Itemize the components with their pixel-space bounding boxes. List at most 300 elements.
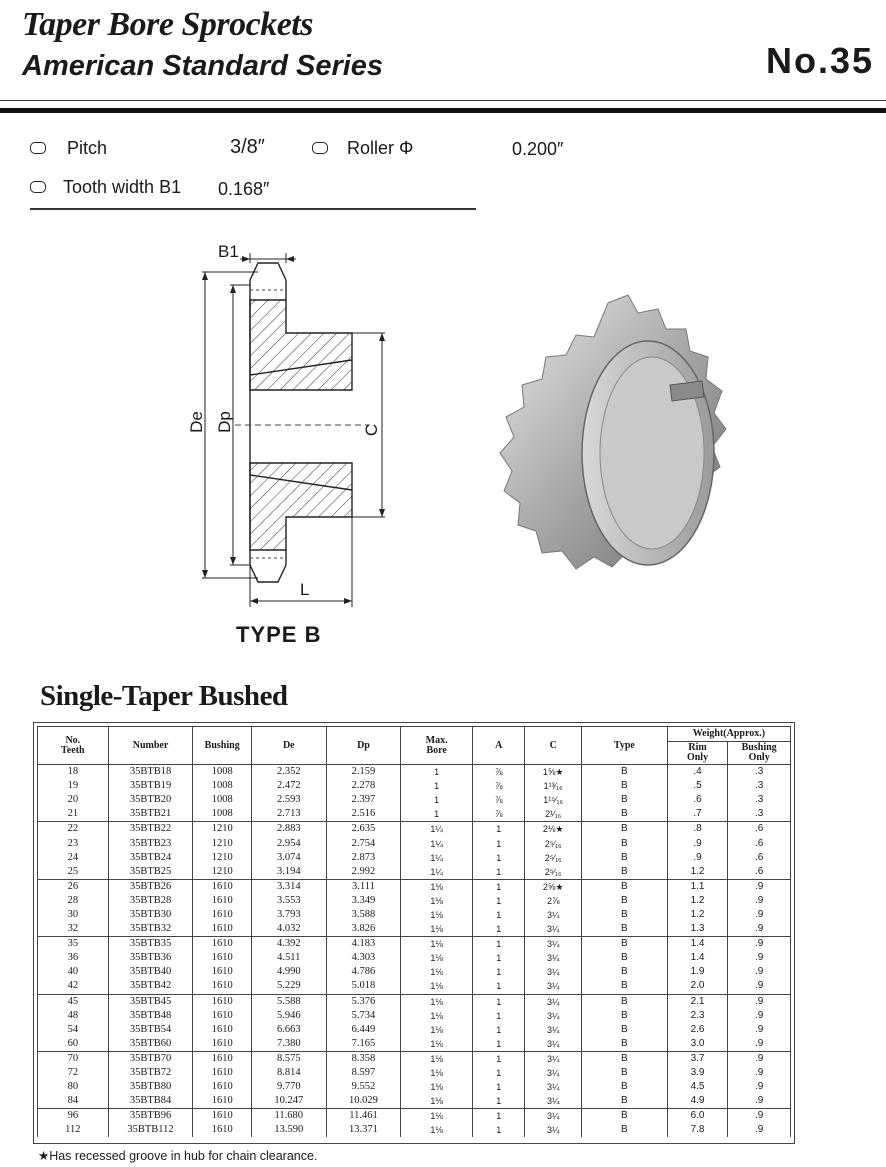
- table-cell: 3.9: [667, 1066, 728, 1080]
- table-cell: B: [581, 951, 667, 965]
- table-cell: 5.588: [251, 994, 326, 1009]
- table-cell: 2.883: [251, 822, 326, 837]
- table-cell: 1.2: [667, 908, 728, 922]
- table-cell: .3: [728, 779, 791, 793]
- table-cell: 35: [38, 937, 109, 952]
- table-cell: 5.376: [326, 994, 401, 1009]
- table-cell: 1⅝★: [525, 765, 582, 780]
- table-cell: 1: [472, 1023, 524, 1037]
- header-number: Number: [108, 727, 193, 765]
- table-cell: 1: [472, 908, 524, 922]
- table-cell: B: [581, 865, 667, 880]
- table-cell: 4.183: [326, 937, 401, 952]
- table-cell: B: [581, 1051, 667, 1066]
- table-cell: B: [581, 979, 667, 994]
- table-cell: .9: [728, 937, 791, 952]
- table-cell: B: [581, 1009, 667, 1023]
- table-cell: 3¼: [525, 1080, 582, 1094]
- table-cell: 35BTB48: [108, 1009, 193, 1023]
- table-cell: 1⅛: [401, 1094, 473, 1109]
- header-rim-only: Rim Only: [667, 742, 728, 765]
- table-row: [38, 1051, 791, 1066]
- table-row: [38, 1037, 791, 1052]
- table-cell: .9: [728, 1109, 791, 1124]
- table-cell: 9.552: [326, 1080, 401, 1094]
- table-cell: 1: [472, 894, 524, 908]
- table-cell: 1: [401, 807, 473, 822]
- table-cell: 2⁵⁄₁₆: [525, 851, 582, 865]
- table-cell: .3: [728, 807, 791, 822]
- table-cell: 3¼: [525, 1023, 582, 1037]
- table-cell: 35BTB18: [108, 765, 193, 780]
- table-cell: .9: [728, 994, 791, 1009]
- table-cell: 1610: [193, 1123, 252, 1137]
- spec-pitch: [30, 138, 107, 159]
- table-cell: 24: [38, 851, 109, 865]
- table-cell: 6.663: [251, 1023, 326, 1037]
- table-cell: 3.588: [326, 908, 401, 922]
- table-cell: ⅞: [472, 779, 524, 793]
- label-b1: B1: [218, 242, 239, 261]
- table-cell: 7.8: [667, 1123, 728, 1137]
- table-cell: B: [581, 851, 667, 865]
- roller-value: 0.200″: [512, 139, 564, 159]
- table-row: [38, 1066, 791, 1080]
- table-cell: 2¹⁄₁₆: [525, 807, 582, 822]
- table-cell: 1.9: [667, 965, 728, 979]
- pitch-value: 3/8″: [230, 136, 265, 158]
- table-cell: 4.303: [326, 951, 401, 965]
- sprocket-photo: [490, 285, 750, 615]
- table-row: [38, 894, 791, 908]
- table-cell: 4.990: [251, 965, 326, 979]
- table-cell: 18: [38, 765, 109, 780]
- table-cell: 1: [472, 937, 524, 952]
- table-cell: 1: [472, 922, 524, 937]
- table-cell: 1⅛: [401, 1066, 473, 1080]
- table-cell: 1: [472, 994, 524, 1009]
- table-cell: .6: [667, 793, 728, 807]
- table-cell: 3¼: [525, 1009, 582, 1023]
- header-rule-thick: [0, 108, 886, 113]
- table-cell: 3.0: [667, 1037, 728, 1052]
- table-cell: 80: [38, 1080, 109, 1094]
- table-cell: 1: [472, 1009, 524, 1023]
- table-cell: 2.0: [667, 979, 728, 994]
- table-cell: B: [581, 965, 667, 979]
- table-cell: 35BTB28: [108, 894, 193, 908]
- table-cell: .9: [728, 1066, 791, 1080]
- table-cell: 3¼: [525, 965, 582, 979]
- table-cell: B: [581, 765, 667, 780]
- table-cell: .4: [667, 765, 728, 780]
- table-cell: 25: [38, 865, 109, 880]
- table-cell: 1: [472, 865, 524, 880]
- table-cell: B: [581, 1066, 667, 1080]
- table-cell: 1610: [193, 1009, 252, 1023]
- table-cell: 3¼: [525, 951, 582, 965]
- table-cell: .9: [728, 1023, 791, 1037]
- table-cell: 1610: [193, 1051, 252, 1066]
- table-cell: 2.593: [251, 793, 326, 807]
- table-cell: 96: [38, 1109, 109, 1124]
- table-row: [38, 807, 791, 822]
- table-cell: 1: [401, 793, 473, 807]
- table-cell: B: [581, 1037, 667, 1052]
- table-cell: 30: [38, 908, 109, 922]
- table-cell: 32: [38, 922, 109, 937]
- table-cell: 3¼: [525, 1066, 582, 1080]
- table-cell: 8.358: [326, 1051, 401, 1066]
- table-cell: 35BTB32: [108, 922, 193, 937]
- header-c: C: [525, 727, 582, 765]
- table-cell: 2.713: [251, 807, 326, 822]
- table-cell: 2.635: [326, 822, 401, 837]
- table-cell: 11.680: [251, 1109, 326, 1124]
- spec-roller: [312, 138, 413, 159]
- table-cell: 2⅛★: [525, 822, 582, 837]
- table-cell: 4.5: [667, 1080, 728, 1094]
- table-cell: 8.814: [251, 1066, 326, 1080]
- table-cell: 35BTB30: [108, 908, 193, 922]
- table-cell: 1610: [193, 894, 252, 908]
- table-cell: 1: [472, 851, 524, 865]
- table-cell: 1⅛: [401, 994, 473, 1009]
- table-cell: 1¹⁵⁄₁₆: [525, 793, 582, 807]
- table-cell: .9: [728, 1094, 791, 1109]
- table-cell: 2.3: [667, 1009, 728, 1023]
- table-row: [38, 1123, 791, 1137]
- table-cell: B: [581, 822, 667, 837]
- table-cell: 1⅛: [401, 1051, 473, 1066]
- table-cell: 1: [472, 836, 524, 850]
- table-cell: 3¼: [525, 979, 582, 994]
- table-cell: .6: [728, 822, 791, 837]
- table-cell: B: [581, 994, 667, 1009]
- table-header-row: [38, 727, 791, 742]
- table-cell: 22: [38, 822, 109, 837]
- table-cell: 11.461: [326, 1109, 401, 1124]
- table-cell: 9.770: [251, 1080, 326, 1094]
- table-cell: 1.3: [667, 922, 728, 937]
- table-row: [38, 836, 791, 850]
- table-cell: 2⅝★: [525, 879, 582, 894]
- table-cell: .3: [728, 765, 791, 780]
- table-cell: 35BTB70: [108, 1051, 193, 1066]
- table-cell: 35BTB54: [108, 1023, 193, 1037]
- table-cell: 35BTB21: [108, 807, 193, 822]
- table-cell: B: [581, 793, 667, 807]
- table-cell: 35BTB22: [108, 822, 193, 837]
- table-cell: 10.247: [251, 1094, 326, 1109]
- table-cell: 70: [38, 1051, 109, 1066]
- table-cell: 1610: [193, 979, 252, 994]
- table-row: [38, 994, 791, 1009]
- table-cell: .9: [728, 1080, 791, 1094]
- table-cell: 4.032: [251, 922, 326, 937]
- table-cell: 1210: [193, 865, 252, 880]
- table-cell: 3¼: [525, 1037, 582, 1052]
- table-cell: ⅞: [472, 765, 524, 780]
- table-cell: 20: [38, 793, 109, 807]
- table-cell: 84: [38, 1094, 109, 1109]
- table-cell: 35BTB96: [108, 1109, 193, 1124]
- table-cell: 1210: [193, 851, 252, 865]
- table-cell: 1⅛: [401, 894, 473, 908]
- table-cell: .9: [728, 879, 791, 894]
- table-cell: 8.575: [251, 1051, 326, 1066]
- table-cell: 5.229: [251, 979, 326, 994]
- table-cell: 23: [38, 836, 109, 850]
- table-cell: 35BTB112: [108, 1123, 193, 1137]
- table-cell: B: [581, 836, 667, 850]
- table-cell: 1⅛: [401, 922, 473, 937]
- table-cell: .9: [728, 979, 791, 994]
- table-cell: 1610: [193, 1080, 252, 1094]
- table-cell: 1: [472, 1123, 524, 1137]
- table-cell: .9: [667, 836, 728, 850]
- checkbox-icon: [312, 142, 328, 154]
- table-cell: 72: [38, 1066, 109, 1080]
- header-weight: Weight(Approx.): [667, 727, 790, 742]
- table-cell: 3¼: [525, 994, 582, 1009]
- table-cell: ⅞: [472, 807, 524, 822]
- table-cell: 35BTB45: [108, 994, 193, 1009]
- table-cell: 35BTB19: [108, 779, 193, 793]
- table-cell: 36: [38, 951, 109, 965]
- table-cell: 7.165: [326, 1037, 401, 1052]
- table-row: [38, 851, 791, 865]
- table-cell: B: [581, 807, 667, 822]
- table-cell: 1.4: [667, 951, 728, 965]
- table-cell: 1⅛: [401, 1023, 473, 1037]
- type-label: TYPE B: [236, 622, 322, 647]
- table-row: [38, 908, 791, 922]
- table-cell: B: [581, 879, 667, 894]
- table-row: [38, 979, 791, 994]
- table: [37, 726, 791, 1137]
- table-cell: 3.349: [326, 894, 401, 908]
- checkbox-icon: [30, 181, 46, 193]
- table-cell: 1: [472, 1109, 524, 1124]
- label-c: C: [362, 423, 382, 437]
- table-cell: 48: [38, 1009, 109, 1023]
- table-cell: 35BTB26: [108, 879, 193, 894]
- table-cell: 1⅛: [401, 937, 473, 952]
- table-cell: 3.826: [326, 922, 401, 937]
- table-cell: 35BTB60: [108, 1037, 193, 1052]
- table-cell: 35BTB20: [108, 793, 193, 807]
- table-cell: 1610: [193, 994, 252, 1009]
- table-cell: 35BTB35: [108, 937, 193, 952]
- table-row: [38, 1009, 791, 1023]
- table-cell: 1: [401, 765, 473, 780]
- table-cell: 1: [472, 1037, 524, 1052]
- table-cell: 35BTB80: [108, 1080, 193, 1094]
- table-cell: 2.472: [251, 779, 326, 793]
- table-cell: 1.1: [667, 879, 728, 894]
- table-row: [38, 765, 791, 780]
- table-cell: 1610: [193, 1094, 252, 1109]
- table-cell: 1: [472, 965, 524, 979]
- table-cell: 1008: [193, 765, 252, 780]
- table-cell: 1.2: [667, 865, 728, 880]
- table-cell: .9: [728, 908, 791, 922]
- table-cell: B: [581, 1023, 667, 1037]
- table-cell: 54: [38, 1023, 109, 1037]
- table-cell: .9: [667, 851, 728, 865]
- table-cell: 1⅛: [401, 951, 473, 965]
- header-bushing: Bushing: [193, 727, 252, 765]
- table-cell: 1¼: [401, 822, 473, 837]
- label-de: De: [186, 411, 206, 433]
- table-cell: .9: [728, 1009, 791, 1023]
- table-cell: B: [581, 894, 667, 908]
- table-cell: 1⅛: [401, 879, 473, 894]
- table-cell: 3.793: [251, 908, 326, 922]
- section-title: Single-Taper Bushed: [40, 680, 288, 712]
- table-cell: .6: [728, 865, 791, 880]
- table-row: [38, 1080, 791, 1094]
- spec-tooth-width: [30, 177, 181, 198]
- table-cell: 35BTB72: [108, 1066, 193, 1080]
- table-row: [38, 965, 791, 979]
- table-cell: 40: [38, 965, 109, 979]
- table-cell: 6.449: [326, 1023, 401, 1037]
- header-rule-thin: [0, 100, 886, 101]
- table-cell: 1⅛: [401, 908, 473, 922]
- table-cell: 1008: [193, 807, 252, 822]
- table-cell: .9: [728, 965, 791, 979]
- table-cell: 3¼: [525, 1109, 582, 1124]
- table-cell: 19: [38, 779, 109, 793]
- table-cell: 4.9: [667, 1094, 728, 1109]
- table-cell: .9: [728, 894, 791, 908]
- table-row: [38, 793, 791, 807]
- table-cell: 3.7: [667, 1051, 728, 1066]
- page-subtitle: American Standard Series: [22, 50, 384, 82]
- table-cell: 3.314: [251, 879, 326, 894]
- table-cell: 21: [38, 807, 109, 822]
- page-title: Taper Bore Sprockets: [22, 6, 313, 43]
- table-cell: 35BTB84: [108, 1094, 193, 1109]
- table-cell: 5.734: [326, 1009, 401, 1023]
- table-cell: 2.6: [667, 1023, 728, 1037]
- table-cell: 2⁵⁄₁₆: [525, 836, 582, 850]
- table-cell: 1: [472, 1080, 524, 1094]
- table-cell: 1¼: [401, 851, 473, 865]
- table-cell: 3.111: [326, 879, 401, 894]
- table-cell: 1610: [193, 937, 252, 952]
- table-cell: 1⅛: [401, 965, 473, 979]
- table-cell: 60: [38, 1037, 109, 1052]
- table-cell: B: [581, 937, 667, 952]
- table-cell: 1610: [193, 1037, 252, 1052]
- table-row: [38, 1094, 791, 1109]
- table-cell: 1⅛: [401, 1109, 473, 1124]
- table-cell: 7.380: [251, 1037, 326, 1052]
- table-cell: B: [581, 908, 667, 922]
- table-cell: 1610: [193, 1109, 252, 1124]
- table-cell: 1210: [193, 822, 252, 837]
- table-cell: 2.1: [667, 994, 728, 1009]
- table-cell: 1: [401, 779, 473, 793]
- table-cell: 1610: [193, 908, 252, 922]
- table-row: [38, 1109, 791, 1124]
- table-cell: B: [581, 1080, 667, 1094]
- label-l: L: [300, 580, 310, 599]
- table-cell: 35BTB24: [108, 851, 193, 865]
- table-cell: 2.954: [251, 836, 326, 850]
- table-cell: 35BTB25: [108, 865, 193, 880]
- table-cell: 4.392: [251, 937, 326, 952]
- table-cell: 3¼: [525, 1094, 582, 1109]
- table-cell: 1¼: [401, 836, 473, 850]
- table-cell: B: [581, 779, 667, 793]
- table-cell: 1008: [193, 779, 252, 793]
- header-de: De: [251, 727, 326, 765]
- catalog-number: No.35: [765, 40, 874, 81]
- header-bushing-only: Bushing Only: [728, 742, 791, 765]
- table-cell: .6: [728, 851, 791, 865]
- table-cell: 2⁵⁄₁₆: [525, 865, 582, 880]
- table-cell: .5: [667, 779, 728, 793]
- table-cell: 1⅛: [401, 1080, 473, 1094]
- table-cell: .3: [728, 793, 791, 807]
- table-cell: 26: [38, 879, 109, 894]
- table-cell: 2.397: [326, 793, 401, 807]
- table-cell: .9: [728, 1051, 791, 1066]
- table-row: [38, 822, 791, 837]
- table-cell: 1: [472, 822, 524, 837]
- table-cell: 1610: [193, 922, 252, 937]
- table-cell: 13.371: [326, 1123, 401, 1137]
- table-cell: 2.159: [326, 765, 401, 780]
- table-cell: .7: [667, 807, 728, 822]
- header-a: A: [472, 727, 524, 765]
- table-cell: B: [581, 1123, 667, 1137]
- roller-label: Roller Φ: [347, 138, 414, 158]
- table-cell: 2.352: [251, 765, 326, 780]
- table-cell: .9: [728, 951, 791, 965]
- table-cell: 1: [472, 1051, 524, 1066]
- table-cell: 1210: [193, 836, 252, 850]
- table-cell: 1⅛: [401, 1123, 473, 1137]
- table-cell: 8.597: [326, 1066, 401, 1080]
- table-cell: .9: [728, 1123, 791, 1137]
- table-cell: 1610: [193, 965, 252, 979]
- table-cell: 2.754: [326, 836, 401, 850]
- table-cell: 112: [38, 1123, 109, 1137]
- table-cell: 1.4: [667, 937, 728, 952]
- table-cell: .6: [728, 836, 791, 850]
- table-cell: 35BTB42: [108, 979, 193, 994]
- table-cell: 2.516: [326, 807, 401, 822]
- table-cell: 1⅛: [401, 1009, 473, 1023]
- table-cell: 3¼: [525, 922, 582, 937]
- table-cell: 10.029: [326, 1094, 401, 1109]
- table-row: [38, 922, 791, 937]
- table-row: [38, 951, 791, 965]
- header-max-bore: Max. Bore: [401, 727, 473, 765]
- table-cell: 2.873: [326, 851, 401, 865]
- header-no-teeth: No. Teeth: [38, 727, 109, 765]
- checkbox-icon: [30, 142, 46, 154]
- table-cell: 28: [38, 894, 109, 908]
- table-cell: 3¼: [525, 1123, 582, 1137]
- table-cell: 1⅛: [401, 1037, 473, 1052]
- table-cell: 2.278: [326, 779, 401, 793]
